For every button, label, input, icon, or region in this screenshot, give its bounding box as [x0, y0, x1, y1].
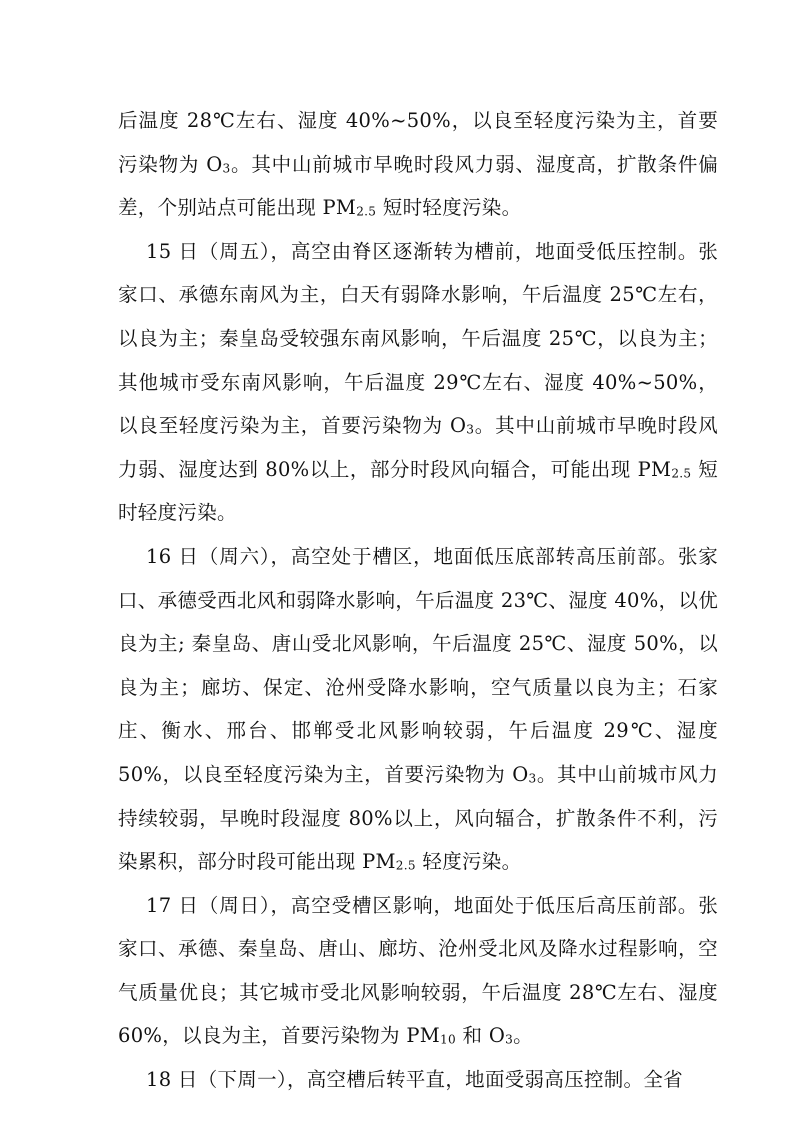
text-run: 和 O: [456, 1024, 506, 1048]
text-run: 短时轻度污染。: [118, 457, 718, 525]
text-run: 。其中山前城市风力持续较弱，早晚时段湿度 80%以上，风向辐合，扩散条件不利，污染累积，部分时段可能出现 PM: [118, 762, 718, 874]
text-run: 短时轻度污染。: [376, 196, 522, 220]
text-run: 。其中山前城市早晚时段风力弱、湿度达到 80%以上，部分时段风向辐合，可能出现 PM: [118, 414, 718, 481]
paragraph-p-17: [118, 884, 718, 1058]
subscript: 3: [222, 161, 231, 176]
text-run: 轻度污染。: [415, 850, 522, 874]
text-run: 15 日（周五），高空由脊区逐渐转为槽前，地面受低压控制。张家口、承德东南风为主，白天有弱降水影响，午后温度 25℃左右，以良为主；秦皇岛受较强东南风影响，午后温度 25℃，以良为主；其他城市受东南风影响，午后温度 29℃左右、湿度 40%~50%，以良至轻度污染为主，首要污染物为 O: [118, 239, 718, 438]
subscript: 2.5: [356, 204, 377, 219]
subscript: 3: [528, 771, 537, 786]
text-run: 16 日（周六），高空处于槽区，地面低压底部转高压前部。张家口、承德受西北风和弱降水影响，午后温度 23℃、湿度 40%，以优良为主; 秦皇岛、唐山受北风影响，午后温度 25℃、湿度 50%，以良为主；廊坊、保定、沧州受降水影响，空气质量以良为主；石家庄、衡水、邢台、邯郸受北风影响较弱，午后温度 29℃、湿度 50%，以良至轻度污染为主，首要污染物为 O: [118, 544, 718, 786]
text-run: 。: [513, 1024, 533, 1048]
subscript: 2.5: [395, 858, 416, 873]
text-run: 。其中山前城市早晚时段风力弱、湿度高，扩散条件偏差，个别站点可能出现 PM: [118, 152, 718, 220]
document-body: [118, 99, 718, 1102]
subscript: 10: [440, 1032, 457, 1047]
text-run: 后温度 28℃左右、湿度 40%~50%，以良至轻度污染为主，首要污染物为 O: [118, 109, 718, 176]
paragraph-p-15: [118, 230, 718, 535]
subscript: 3: [466, 422, 475, 437]
subscript: 3: [505, 1032, 514, 1047]
paragraph-p-18: [118, 1058, 718, 1102]
paragraph-p-0: [118, 99, 718, 230]
paragraph-p-16: [118, 535, 718, 884]
text-run: 18 日（下周一），高空槽后转平直，地面受弱高压控制。全省: [146, 1068, 683, 1092]
subscript: 2.5: [671, 466, 692, 481]
text-run: 17 日（周日），高空受槽区影响，地面处于低压后高压前部。张家口、承德、秦皇岛、唐山、廊坊、沧州受北风及降水过程影响，空气质量优良；其它城市受北风影响较弱，午后温度 28℃左右、湿度 60%，以良为主，首要污染物为 PM: [118, 893, 718, 1048]
